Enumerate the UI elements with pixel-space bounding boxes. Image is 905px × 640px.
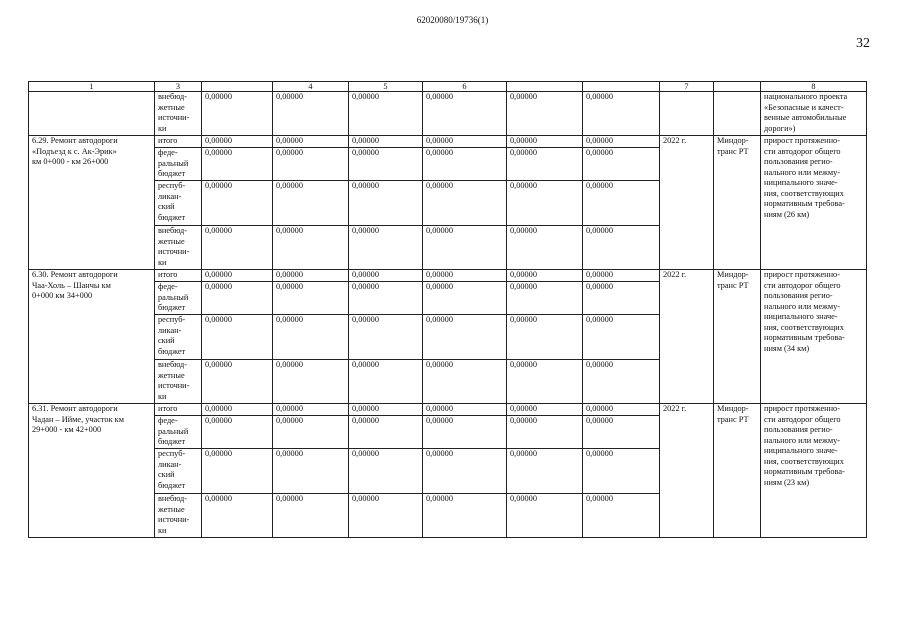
value-cell: 0,00000 bbox=[507, 181, 583, 226]
value-cell: 0,00000 bbox=[507, 404, 583, 416]
value-cell: 0,00000 bbox=[423, 226, 507, 270]
header-cell bbox=[202, 82, 273, 92]
page-number: 32 bbox=[856, 36, 870, 51]
value-cell: 0,00000 bbox=[583, 181, 660, 226]
value-cell: 0,00000 bbox=[423, 136, 507, 148]
value-cell: 0,00000 bbox=[423, 148, 507, 181]
value-cell: 0,00000 bbox=[507, 136, 583, 148]
value-cell: 0,00000 bbox=[583, 360, 660, 404]
header-cell: 3 bbox=[155, 82, 202, 92]
year-cell: 2022 г. bbox=[660, 136, 714, 270]
value-cell: 0,00000 bbox=[423, 416, 507, 449]
measure-name-cell: 6.30. Ремонт автодороги Чаа-Холь – Шанчы км 0+000 км 34+000 bbox=[29, 270, 155, 404]
value-cell: 0,00000 bbox=[423, 92, 507, 136]
header-cell bbox=[583, 82, 660, 92]
document-id: 62020080/19736(1) bbox=[416, 15, 489, 25]
value-cell: 0,00000 bbox=[349, 315, 423, 360]
value-cell: 0,00000 bbox=[507, 282, 583, 315]
value-cell: 0,00000 bbox=[349, 136, 423, 148]
result-cell: прирост протяженно- сти автодорог общего пользования регио- нального или межму- ниципального значе- ния, соответствующих нормативным требова- ниям (26 км) bbox=[761, 136, 867, 270]
result-cell: национального проекта «Безопасные и качест- венные автомобильные дороги») bbox=[761, 92, 867, 136]
value-cell: 0,00000 bbox=[349, 282, 423, 315]
value-cell: 0,00000 bbox=[583, 282, 660, 315]
header-cell: 7 bbox=[660, 82, 714, 92]
measure-name-cell: 6.31. Ремонт автодороги Чадан – Ийме, участок км 29+000 - км 42+000 bbox=[29, 404, 155, 538]
value-cell: 0,00000 bbox=[349, 270, 423, 282]
value-cell: 0,00000 bbox=[423, 270, 507, 282]
value-cell: 0,00000 bbox=[583, 270, 660, 282]
value-cell: 0,00000 bbox=[507, 449, 583, 494]
value-cell: 0,00000 bbox=[507, 416, 583, 449]
value-cell: 0,00000 bbox=[423, 282, 507, 315]
value-cell: 0,00000 bbox=[273, 148, 349, 181]
source-cell: внебюд- жетные источни- ки bbox=[155, 92, 202, 136]
header-cell: 1 bbox=[29, 82, 155, 92]
empty-cell bbox=[29, 92, 155, 136]
value-cell: 0,00000 bbox=[273, 181, 349, 226]
value-cell: 0,00000 bbox=[583, 315, 660, 360]
value-cell: 0,00000 bbox=[273, 226, 349, 270]
executor-cell: Миндор- транс РТ bbox=[714, 404, 761, 538]
value-cell: 0,00000 bbox=[349, 404, 423, 416]
value-cell: 0,00000 bbox=[583, 404, 660, 416]
value-cell: 0,00000 bbox=[423, 315, 507, 360]
source-cell: итого bbox=[155, 136, 202, 148]
header-row bbox=[29, 82, 867, 92]
table-row bbox=[29, 404, 867, 416]
continuation-row bbox=[29, 92, 867, 136]
value-cell: 0,00000 bbox=[202, 181, 273, 226]
value-cell: 0,00000 bbox=[202, 360, 273, 404]
value-cell: 0,00000 bbox=[349, 148, 423, 181]
value-cell: 0,00000 bbox=[507, 315, 583, 360]
value-cell: 0,00000 bbox=[349, 449, 423, 494]
table-row bbox=[29, 270, 867, 282]
value-cell: 0,00000 bbox=[507, 270, 583, 282]
value-cell: 0,00000 bbox=[202, 416, 273, 449]
source-cell: феде- ральный бюджет bbox=[155, 148, 202, 181]
value-cell: 0,00000 bbox=[423, 360, 507, 404]
value-cell: 0,00000 bbox=[423, 494, 507, 538]
value-cell: 0,00000 bbox=[507, 92, 583, 136]
value-cell: 0,00000 bbox=[423, 404, 507, 416]
year-cell: 2022 г. bbox=[660, 404, 714, 538]
value-cell: 0,00000 bbox=[349, 494, 423, 538]
value-cell: 0,00000 bbox=[273, 282, 349, 315]
source-cell: респуб- ликан- ский бюджет bbox=[155, 449, 202, 494]
year-cell: 2022 г. bbox=[660, 270, 714, 404]
source-cell: феде- ральный бюджет bbox=[155, 416, 202, 449]
empty-cell bbox=[660, 92, 714, 136]
empty-cell bbox=[714, 92, 761, 136]
executor-cell: Миндор- транс РТ bbox=[714, 270, 761, 404]
source-cell: респуб- ликан- ский бюджет bbox=[155, 315, 202, 360]
value-cell: 0,00000 bbox=[202, 226, 273, 270]
value-cell: 0,00000 bbox=[202, 92, 273, 136]
value-cell: 0,00000 bbox=[349, 416, 423, 449]
value-cell: 0,00000 bbox=[423, 449, 507, 494]
value-cell: 0,00000 bbox=[202, 148, 273, 181]
value-cell: 0,00000 bbox=[202, 136, 273, 148]
value-cell: 0,00000 bbox=[423, 181, 507, 226]
source-cell: респуб- ликан- ский бюджет bbox=[155, 181, 202, 226]
source-cell: внебюд- жетные источни- ки bbox=[155, 360, 202, 404]
source-cell: внебюд- жетные источни- ки bbox=[155, 494, 202, 538]
value-cell: 0,00000 bbox=[273, 136, 349, 148]
header-cell: 8 bbox=[761, 82, 867, 92]
source-cell: феде- ральный бюджет bbox=[155, 282, 202, 315]
value-cell: 0,00000 bbox=[507, 148, 583, 181]
value-cell: 0,00000 bbox=[583, 494, 660, 538]
header-cell bbox=[507, 82, 583, 92]
source-cell: итого bbox=[155, 270, 202, 282]
value-cell: 0,00000 bbox=[273, 494, 349, 538]
value-cell: 0,00000 bbox=[202, 449, 273, 494]
value-cell: 0,00000 bbox=[507, 226, 583, 270]
header-cell: 6 bbox=[423, 82, 507, 92]
value-cell: 0,00000 bbox=[273, 270, 349, 282]
value-cell: 0,00000 bbox=[583, 449, 660, 494]
value-cell: 0,00000 bbox=[273, 92, 349, 136]
value-cell: 0,00000 bbox=[349, 360, 423, 404]
header-cell: 4 bbox=[273, 82, 349, 92]
value-cell: 0,00000 bbox=[583, 136, 660, 148]
value-cell: 0,00000 bbox=[273, 360, 349, 404]
result-cell: прирост протяженно- сти автодорог общего пользования регио- нального или межму- ниципального значе- ния, соответствующих нормативным требова- ниям (23 км) bbox=[761, 404, 867, 538]
value-cell: 0,00000 bbox=[507, 494, 583, 538]
program-table bbox=[28, 81, 867, 538]
value-cell: 0,00000 bbox=[583, 226, 660, 270]
result-cell: прирост протяженно- сти автодорог общего пользования регио- нального или межму- ниципального значе- ния, соответствующих нормативным требова- ниям (34 км) bbox=[761, 270, 867, 404]
executor-cell: Миндор- транс РТ bbox=[714, 136, 761, 270]
table-row bbox=[29, 136, 867, 148]
value-cell: 0,00000 bbox=[349, 181, 423, 226]
value-cell: 0,00000 bbox=[349, 92, 423, 136]
source-cell: внебюд- жетные источни- ки bbox=[155, 226, 202, 270]
value-cell: 0,00000 bbox=[202, 270, 273, 282]
value-cell: 0,00000 bbox=[273, 315, 349, 360]
value-cell: 0,00000 bbox=[583, 148, 660, 181]
measure-name-cell: 6.29. Ремонт автодороги «Подъезд к с. Ак-Эрик» км 0+000 - км 26+000 bbox=[29, 136, 155, 270]
value-cell: 0,00000 bbox=[202, 494, 273, 538]
value-cell: 0,00000 bbox=[273, 404, 349, 416]
source-cell: итого bbox=[155, 404, 202, 416]
value-cell: 0,00000 bbox=[507, 360, 583, 404]
header-cell bbox=[714, 82, 761, 92]
value-cell: 0,00000 bbox=[202, 404, 273, 416]
value-cell: 0,00000 bbox=[583, 416, 660, 449]
value-cell: 0,00000 bbox=[273, 449, 349, 494]
table-body bbox=[29, 82, 867, 538]
value-cell: 0,00000 bbox=[202, 315, 273, 360]
header-cell: 5 bbox=[349, 82, 423, 92]
value-cell: 0,00000 bbox=[202, 282, 273, 315]
value-cell: 0,00000 bbox=[583, 92, 660, 136]
value-cell: 0,00000 bbox=[349, 226, 423, 270]
value-cell: 0,00000 bbox=[273, 416, 349, 449]
